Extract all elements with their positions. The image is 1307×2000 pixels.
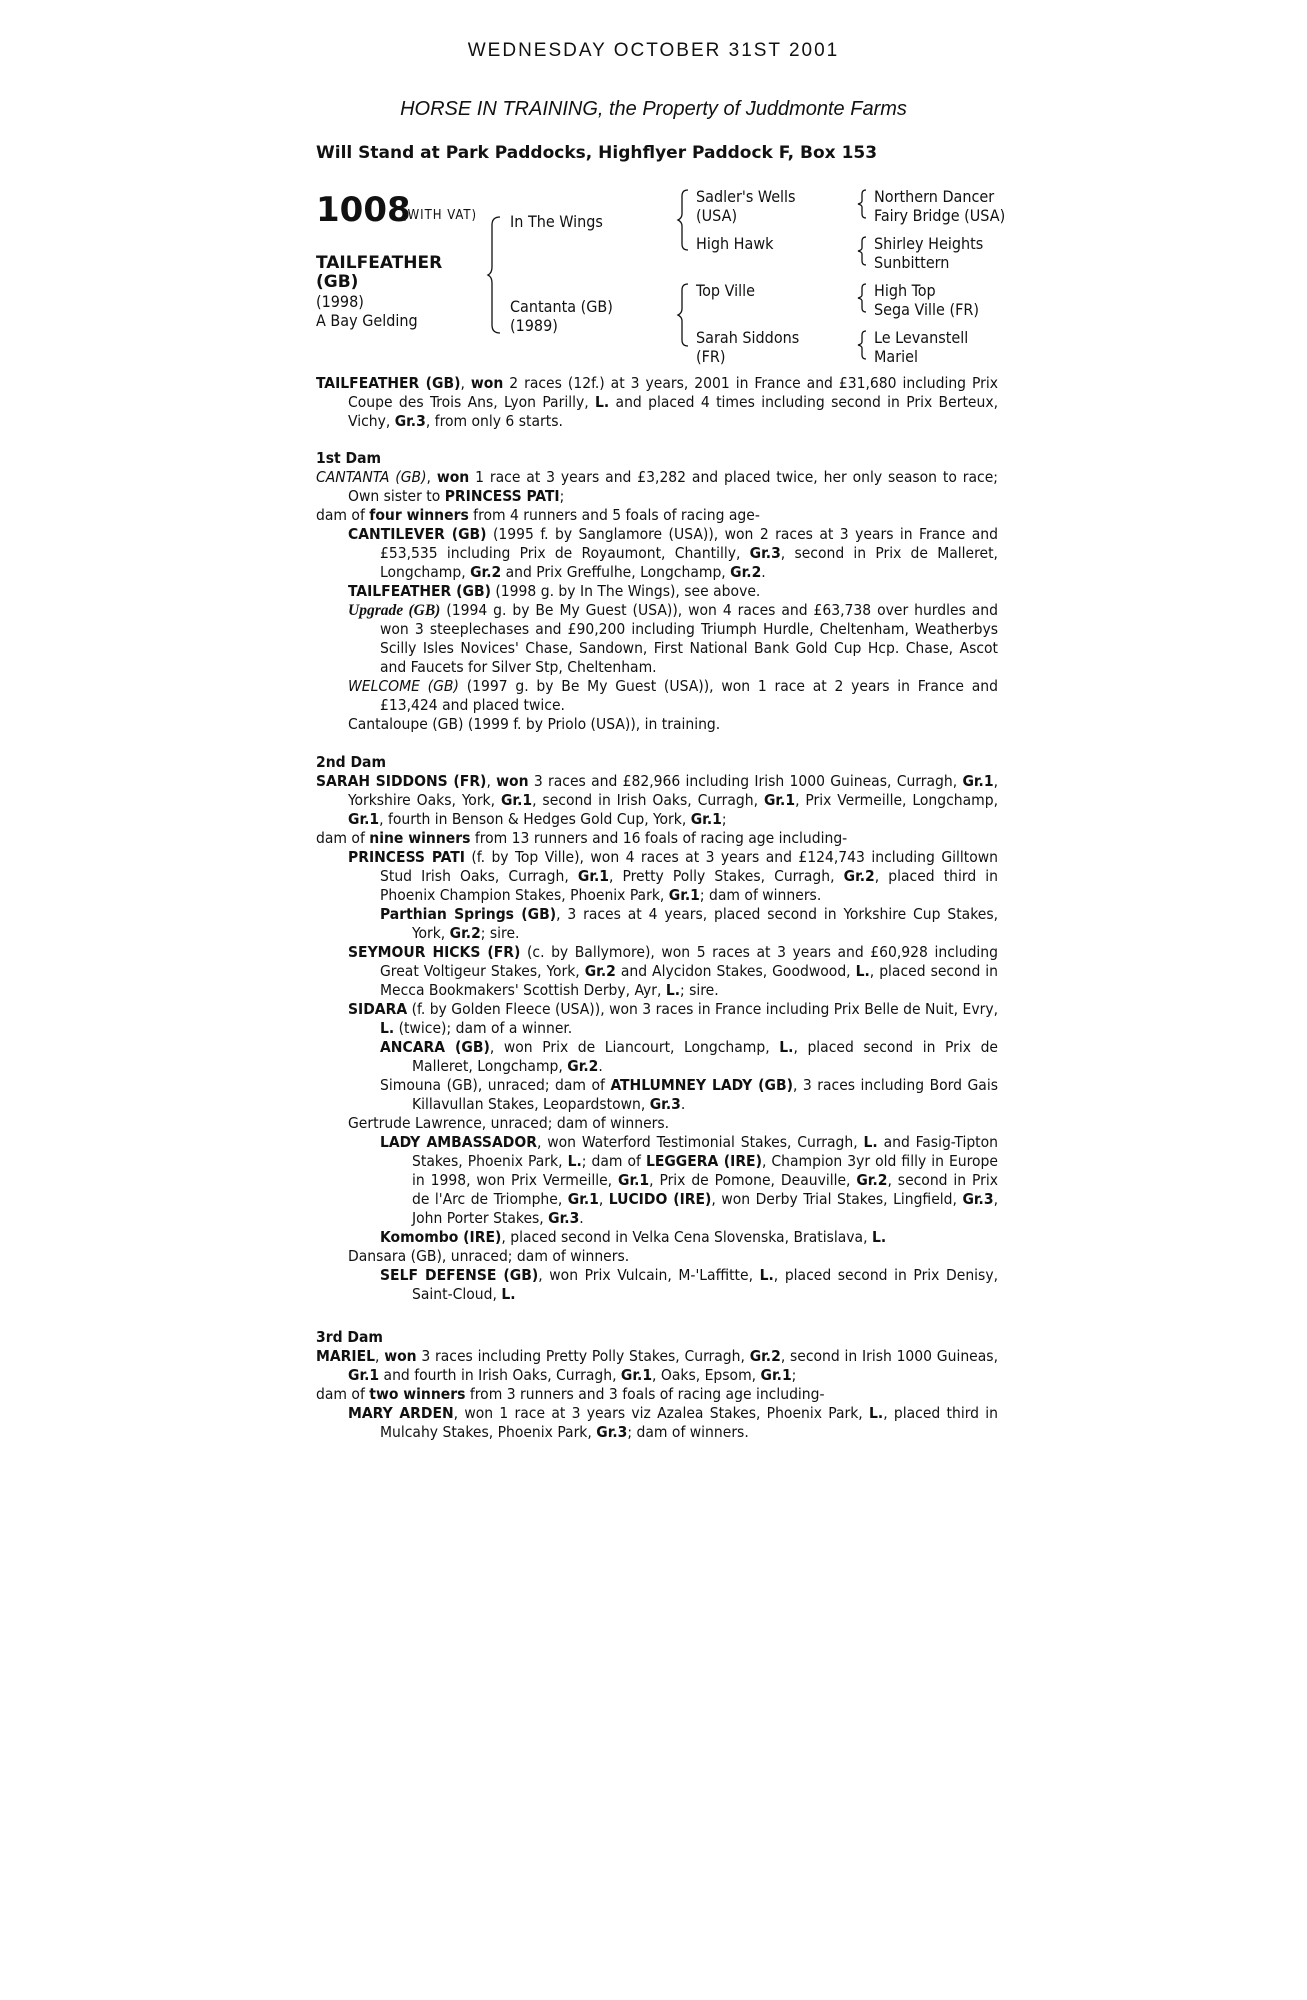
pedigree-brace-ds: [858, 282, 868, 314]
produce-komombo-name: Komombo (IRE): [380, 1228, 502, 1246]
third-dam-grade-3: Gr.1: [620, 1366, 653, 1384]
second-dam-text-7: from 13 runners and 16 foals of racing age including-: [470, 829, 848, 847]
third-dam-grade-2: Gr.1: [348, 1366, 380, 1384]
summary-won: won: [470, 374, 504, 392]
produce-lady-ambassador: [316, 1133, 998, 1228]
produce-seymour-hicks-name: SEYMOUR HICKS (FR): [348, 943, 521, 961]
pedigree-brace-sd: [858, 235, 868, 267]
produce-ancara-text-3: .: [598, 1057, 603, 1075]
horse-name-line1: TAILFEATHER: [316, 253, 443, 273]
produce-mary-arden-listed: L.: [869, 1404, 884, 1422]
produce-lady-ambassador-text-2: and Fasig-Tipton Stakes, Phoenix Park,: [412, 1133, 999, 1170]
pedigree-brace-dam: [678, 282, 690, 348]
summary-listed: L.: [594, 393, 610, 411]
produce-lady-ambassador-text-6: , second in Prix de l'Arc de Triomphe,: [412, 1171, 999, 1208]
second-dam-text-2: , Yorkshire Oaks, York,: [348, 772, 998, 809]
first-dam-sister: PRINCESS PATI: [444, 487, 560, 505]
second-dam-dam-of: dam of: [316, 829, 370, 847]
produce-tailfeather-name: TAILFEATHER (GB): [348, 582, 491, 600]
produce-simouna: [316, 1076, 998, 1114]
produce-lady-ambassador-grade-3: Gr.1: [567, 1190, 599, 1208]
produce-princess-pati: [316, 848, 998, 905]
produce-lady-ambassador-text-3: ; dam of: [581, 1152, 646, 1170]
produce-self-defense-text-1: , won Prix Vulcain, M-'Laffitte,: [538, 1266, 760, 1284]
pedigree-ddd: Mariel: [874, 347, 919, 366]
third-dam-name: MARIEL: [316, 1347, 376, 1365]
produce-welcome: [316, 677, 998, 715]
horse-name: [316, 254, 442, 292]
first-dam-text-1: 1 race at 3 years and £3,282 and placed twice, her only season to race; Own sister to: [348, 468, 998, 505]
produce-ancara-text-2: , placed second in Prix de Malleret, Longchamp,: [412, 1038, 999, 1075]
third-dam-text-3: and fourth in Irish Oaks, Curragh,: [379, 1366, 621, 1384]
pedigree-dd-line2: (FR): [696, 347, 726, 366]
vat-note: (WITH VAT): [402, 208, 478, 223]
pedigree-dam-dam: [696, 328, 799, 366]
third-dam-text-2: , second in Irish 1000 Guineas,: [780, 1347, 998, 1365]
produce-cantilever-grade-3: Gr.2: [730, 563, 762, 581]
produce-gertrude-lawrence: Gertrude Lawrence, unraced; dam of winners.: [348, 1114, 670, 1132]
second-dam-section: [316, 753, 998, 1304]
produce-ancara: [316, 1038, 998, 1076]
produce-lady-ambassador-name: LADY AMBASSADOR: [380, 1133, 537, 1151]
produce-self-defense-text-2: , placed second in Prix Denisy, Saint-Cloud,: [412, 1266, 998, 1303]
produce-self-defense: [316, 1266, 998, 1304]
sale-date: WEDNESDAY OCTOBER 31ST 2001: [467, 40, 840, 61]
lot-subtitle: HORSE IN TRAINING, the Property of Juddmonte Farms: [400, 98, 907, 120]
produce-sidara-listed: L.: [380, 1019, 395, 1037]
produce-lady-ambassador-grade-4: Gr.3: [962, 1190, 994, 1208]
pedigree-brace-ss: [858, 188, 868, 220]
summary-grade: Gr.3: [394, 412, 426, 430]
produce-seymour-hicks-text-4: ; sire.: [680, 981, 719, 999]
third-dam-winners: two winners: [369, 1385, 466, 1403]
pedigree-dam-line1: Cantanta (GB): [510, 297, 613, 316]
produce-princess-pati-text-2: , Pretty Polly Stakes, Curragh,: [609, 867, 844, 885]
produce-seymour-hicks-listed-2: L.: [665, 981, 681, 999]
third-dam-text-1: 3 races including Pretty Polly Stakes, Curragh,: [416, 1347, 750, 1365]
produce-cantilever-text-4: .: [761, 563, 766, 581]
summary-text-3: , from only 6 starts.: [425, 412, 563, 430]
pedigree-brace-dd: [858, 329, 868, 361]
produce-lady-ambassador-listed-2: L.: [567, 1152, 582, 1170]
produce-lucido-name: LUCIDO (IRE): [608, 1190, 712, 1208]
pedigree-dss: High Top: [874, 281, 936, 300]
produce-welcome-name: WELCOME (GB): [348, 677, 459, 695]
produce-cantaloupe: Cantaloupe (GB) (1999 f. by Priolo (USA)), in training.: [348, 715, 721, 733]
second-dam-text-4: , Prix Vermeille, Longchamp,: [795, 791, 998, 809]
first-dam-text-3: from 4 runners and 5 foals of racing age-: [468, 506, 760, 524]
first-dam-text-2: ;: [559, 487, 565, 505]
produce-princess-pati-grade-1: Gr.1: [577, 867, 610, 885]
pedigree-sds: Shirley Heights: [874, 234, 984, 253]
pedigree-dsd: Sega Ville (FR): [874, 300, 979, 319]
third-dam-grade-4: Gr.1: [760, 1366, 792, 1384]
pedigree-sire-dam: High Hawk: [696, 234, 774, 253]
produce-lady-ambassador-text-1: , won Waterford Testimonial Stakes, Curragh,: [536, 1133, 864, 1151]
produce-lady-ambassador-listed-1: L.: [863, 1133, 878, 1151]
produce-sidara: [316, 1000, 998, 1038]
produce-lady-ambassador-grade-1: Gr.1: [618, 1171, 650, 1189]
second-dam-grade-5: Gr.1: [690, 810, 722, 828]
pedigree-dam-sire: Top Ville: [696, 281, 755, 300]
produce-lady-ambassador-text-9: , John Porter Stakes,: [412, 1190, 998, 1227]
first-dam-section: [316, 449, 998, 734]
produce-seymour-hicks-text-3: , placed second in Mecca Bookmakers' Scottish Derby, Ayr,: [380, 962, 999, 999]
produce-seymour-hicks-grade: Gr.2: [584, 962, 616, 980]
produce-princess-pati-text-3: , placed third in Phoenix Champion Stakes, Phoenix Park,: [380, 867, 999, 904]
horse-info: [316, 292, 418, 330]
summary-text-1: 2 races (12f.) at 3 years, 2001 in France and £31,680 including Prix Coupe des Trois Ans, Lyon Parilly,: [348, 374, 998, 411]
second-dam-name: SARAH SIDDONS (FR): [316, 772, 487, 790]
second-dam-heading: 2nd Dam: [316, 753, 386, 771]
produce-mary-arden-text-1: , won 1 race at 3 years viz Azalea Stakes, Phoenix Park,: [453, 1404, 870, 1422]
produce-seymour-hicks-text-1: (c. by Ballymore), won 5 races at 3 years and £60,928 including Great Voltigeur Stakes, York,: [380, 943, 998, 980]
pedigree-dd-line1: Sarah Siddons: [696, 328, 800, 347]
first-dam-record: CANTANTA (GB), won 1 race at 3 years and £3,282 and placed twice, her only season to race; Own sister to PRINCESS PATI;: [316, 468, 998, 505]
second-dam-grade-2: Gr.1: [500, 791, 533, 809]
produce-princess-pati-name: PRINCESS PATI: [348, 848, 465, 866]
produce-ancara-listed: L.: [779, 1038, 794, 1056]
third-dam-dam-of: dam of: [316, 1385, 370, 1403]
produce-lady-ambassador-grade-2: Gr.2: [856, 1171, 888, 1189]
produce-cantilever-name: CANTILEVER (GB): [348, 525, 487, 543]
produce-athlumney-lady-name: ATHLUMNEY LADY (GB): [610, 1076, 793, 1094]
produce-parthian-springs-text-1: , 3 races at 4 years, placed second in Yorkshire Cup Stakes, York,: [412, 905, 999, 942]
produce-princess-pati-text-1: (f. by Top Ville), won 4 races at 3 years and £124,743 including Gilltown Stud Irish Oaks, Curragh,: [380, 848, 998, 885]
produce-seymour-hicks-text-2: and Alycidon Stakes, Goodwood,: [615, 962, 856, 980]
produce-lady-ambassador-grade-5: Gr.3: [548, 1209, 580, 1227]
produce-lady-ambassador-text-4: , Champion 3yr old filly in Europe in 1998, won Prix Vermeille,: [412, 1152, 998, 1189]
produce-lady-ambassador-text-5: , Prix de Pomone, Deauville,: [649, 1171, 857, 1189]
produce-ancara-name: ANCARA (GB): [380, 1038, 490, 1056]
produce-lady-ambassador-text-7: ,: [598, 1190, 609, 1208]
second-dam-grade-3: Gr.1: [763, 791, 796, 809]
second-dam-record: SARAH SIDDONS (FR), won 3 races and £82,966 including Irish 1000 Guineas, Curragh, Gr.1, Yorkshire Oaks, York, Gr.1, second in Irish Oaks, Curragh, Gr.1, Prix Vermeille, Longchamp, Gr.1, fourth in Benson & Hedges Gold Cup, York, Gr.1;: [316, 772, 998, 828]
third-dam-heading: 3rd Dam: [316, 1328, 383, 1346]
first-dam-won: won: [436, 468, 470, 486]
produce-cantilever-text-2: , second in Prix de Malleret, Longchamp,: [380, 544, 998, 581]
produce-cantilever-grade-2: Gr.2: [470, 563, 502, 581]
produce-princess-pati-grade-2: Gr.2: [843, 867, 875, 885]
pedigree-sdd: Sunbittern: [874, 253, 950, 272]
horse-name-line2: (GB): [316, 272, 359, 292]
produce-seymour-hicks: [316, 943, 998, 1000]
produce-upgrade-text: (1994 g. by Be My Guest (USA)), won 4 races and £63,738 over hurdles and won 3 steeplechases and £90,200 including Triumph Hurdle, Cheltenham, Weatherbys Scilly Isles Novices' Chase, Sandown, First National Bank Gold Cup Hcp. Chase, Ascot and Faucets for Silver Stp, Cheltenham.: [380, 601, 998, 676]
produce-simouna-text-3: .: [680, 1095, 686, 1113]
second-dam-text-1: 3 races and £82,966 including Irish 1000 Guineas, Curragh,: [528, 772, 963, 790]
produce-dansara: Dansara (GB), unraced; dam of winners.: [348, 1247, 630, 1265]
produce-tailfeather: [316, 582, 998, 601]
produce-lady-ambassador-text-10: .: [579, 1209, 584, 1227]
produce-komombo-text: , placed second in Velka Cena Slovenska, Bratislava,: [501, 1228, 872, 1246]
produce-simouna-grade: Gr.3: [649, 1095, 681, 1113]
first-dam-name: CANTANTA (GB): [316, 468, 427, 486]
produce-komombo-listed: L.: [871, 1228, 887, 1246]
produce-welcome-text: (1997 g. by Be My Guest (USA)), won 1 race at 2 years in France and £13,424 and placed twice.: [380, 677, 998, 714]
summary-paragraph: TAILFEATHER (GB), won 2 races (12f.) at 3 years, 2001 in France and £31,680 including Prix Coupe des Trois Ans, Lyon Parilly, L. and placed 4 times including second in Prix Berteux, Vichy, Gr.3, from only 6 starts.: [316, 374, 999, 430]
produce-mary-arden-text-2: , placed third in Mulcahy Stakes, Phoenix Park,: [380, 1404, 999, 1441]
pedigree-ss-line2: (USA): [696, 206, 738, 225]
pedigree-sire: In The Wings: [510, 212, 603, 231]
first-dam-heading: 1st Dam: [316, 449, 382, 467]
produce-ancara-text-1: , won Prix de Liancourt, Longchamp,: [489, 1038, 780, 1056]
second-dam-text-6: ;: [721, 810, 727, 828]
third-dam-text-4: , Oaks, Epsom,: [652, 1366, 761, 1384]
second-dam-grade-1: Gr.1: [962, 772, 994, 790]
first-dam-winners: four winners: [369, 506, 469, 524]
produce-mary-arden: [316, 1404, 998, 1442]
third-dam-won: won: [384, 1347, 417, 1365]
produce-simouna-text-1: Simouna (GB), unraced; dam of: [380, 1076, 611, 1094]
horse-description: A Bay Gelding: [316, 311, 418, 330]
produce-sidara-name: SIDARA: [348, 1000, 408, 1018]
summary-text-2: and placed 4 times including second in Prix Berteux, Vichy,: [348, 393, 999, 430]
produce-mary-arden-name: MARY ARDEN: [348, 1404, 454, 1422]
second-dam-grade-4: Gr.1: [348, 810, 380, 828]
second-dam-won: won: [496, 772, 529, 790]
produce-self-defense-listed-1: L.: [759, 1266, 774, 1284]
foaling-year: (1998): [316, 292, 364, 311]
first-dam-produce-intro: [316, 506, 998, 525]
pedigree-dam: [510, 297, 613, 335]
produce-sidara-text-1: (f. by Golden Fleece (USA)), won 3 races in France including Prix Belle de Nuit, Evry,: [407, 1000, 998, 1018]
lot-number: 1008: [316, 190, 411, 230]
produce-mary-arden-grade: Gr.3: [596, 1423, 628, 1441]
second-dam-text-5: , fourth in Benson & Hedges Gold Cup, York,: [379, 810, 691, 828]
produce-upgrade-name: Upgrade (GB): [348, 602, 441, 619]
stand-location: Will Stand at Park Paddocks, Highflyer Paddock F, Box 153: [316, 143, 878, 163]
produce-komombo: [316, 1228, 998, 1247]
pedigree-brace-main: [488, 215, 502, 335]
produce-parthian-springs-name: Parthian Springs (GB): [380, 905, 557, 923]
third-dam-grade-1: Gr.2: [749, 1347, 781, 1365]
third-dam-produce-intro: [316, 1385, 998, 1404]
produce-cantilever-text-1: (1995 f. by Sanglamore (USA)), won 2 races at 3 years in France and £53,535 including Prix de Royaumont, Chantilly,: [380, 525, 998, 562]
produce-sidara-text-2: (twice); dam of a winner.: [394, 1019, 573, 1037]
produce-self-defense-listed-2: L.: [501, 1285, 516, 1303]
pedigree-sire-sire: [696, 187, 796, 225]
produce-upgrade: [316, 601, 998, 677]
pedigree-ssd: Fairy Bridge (USA): [874, 206, 1006, 225]
produce-parthian-springs: [316, 905, 998, 943]
second-dam-produce-intro: [316, 829, 998, 848]
pedigree-dds: Le Levanstell: [874, 328, 969, 347]
pedigree-dam-line2: (1989): [510, 316, 558, 335]
produce-cantilever-grade-1: Gr.3: [749, 544, 781, 562]
second-dam-winners: nine winners: [369, 829, 471, 847]
pedigree-ss-line1: Sadler's Wells: [696, 187, 796, 206]
pedigree-sss: Northern Dancer: [874, 187, 995, 206]
second-dam-text-3: , second in Irish Oaks, Curragh,: [532, 791, 764, 809]
pedigree-brace-sire: [678, 188, 690, 252]
produce-self-defense-name: SELF DEFENSE (GB): [380, 1266, 539, 1284]
produce-parthian-springs-text-2: ; sire.: [480, 924, 520, 942]
third-dam-record: MARIEL, won 3 races including Pretty Polly Stakes, Curragh, Gr.2, second in Irish 1000 Guineas, Gr.1 and fourth in Irish Oaks, Curragh, Gr.1, Oaks, Epsom, Gr.1;: [316, 1347, 998, 1384]
produce-seymour-hicks-listed-1: L.: [855, 962, 870, 980]
third-dam-section: [316, 1328, 998, 1442]
produce-princess-pati-grade-3: Gr.1: [668, 886, 700, 904]
produce-simouna-text-2: , 3 races including Bord Gais Killavullan Stakes, Leopardstown,: [412, 1076, 998, 1113]
produce-leggera-name: LEGGERA (IRE): [645, 1152, 762, 1170]
produce-ancara-grade: Gr.2: [567, 1057, 599, 1075]
produce-lady-ambassador-text-8: , won Derby Trial Stakes, Lingfield,: [711, 1190, 963, 1208]
third-dam-text-6: from 3 runners and 3 foals of racing age including-: [465, 1385, 825, 1403]
summary-horse-name: TAILFEATHER (GB): [316, 374, 461, 392]
produce-parthian-springs-grade: Gr.2: [449, 924, 481, 942]
produce-mary-arden-text-3: ; dam of winners.: [627, 1423, 749, 1441]
produce-princess-pati-text-4: ; dam of winners.: [699, 886, 822, 904]
produce-tailfeather-text: (1998 g. by In The Wings), see above.: [490, 582, 761, 600]
produce-cantilever: [316, 525, 998, 582]
first-dam-dam-of: dam of: [316, 506, 370, 524]
produce-cantilever-text-3: and Prix Greffulhe, Longchamp,: [501, 563, 731, 581]
racing-summary: [316, 374, 998, 431]
third-dam-text-5: ;: [791, 1366, 797, 1384]
